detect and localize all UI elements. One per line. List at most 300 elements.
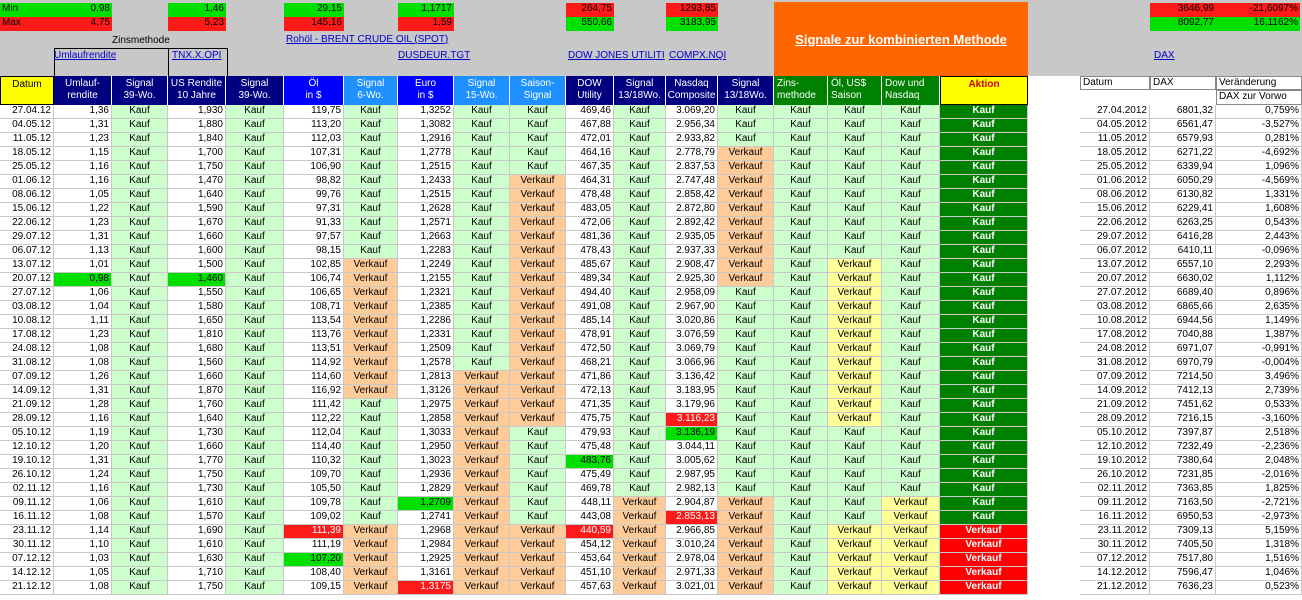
cell-euro[interactable]: 1,2433 [398, 175, 454, 189]
cell-r-ver[interactable]: 0,281% [1216, 133, 1302, 147]
cell-datum[interactable]: 24.08.12 [0, 343, 54, 357]
cell-signal-1318-b[interactable]: Verkauf [718, 511, 774, 525]
cell-signal-6[interactable]: Kauf [344, 217, 398, 231]
cell-nasdaq[interactable]: 2.933,82 [666, 133, 718, 147]
cell-signal-1318-a[interactable]: Kauf [614, 189, 666, 203]
cell-signal-39-a[interactable]: Kauf [112, 119, 168, 133]
cell-signal-1318-b[interactable]: Verkauf [718, 217, 774, 231]
cell-aktion[interactable]: Verkauf [940, 553, 1028, 567]
cell-signal-1318-b[interactable]: Verkauf [718, 175, 774, 189]
cell-signal-39-a[interactable]: Kauf [112, 343, 168, 357]
cell-nasdaq[interactable]: 3.069,20 [666, 105, 718, 119]
cell-oel[interactable]: 105,50 [284, 483, 344, 497]
cell-zins[interactable]: Kauf [774, 469, 828, 483]
cell-r-ver[interactable]: 3,496% [1216, 371, 1302, 385]
cell-oel-us[interactable]: Verkauf [828, 553, 882, 567]
cell-signal-39-a[interactable]: Kauf [112, 189, 168, 203]
cell-r-dax[interactable]: 7397,87 [1150, 427, 1216, 441]
cell-signal-39-a[interactable]: Kauf [112, 287, 168, 301]
cell-signal-39-b[interactable]: Kauf [226, 203, 284, 217]
cell-euro[interactable]: 1,2515 [398, 161, 454, 175]
cell-r-datum[interactable]: 28.09.2012 [1080, 413, 1150, 427]
cell-r-dax[interactable]: 7163,50 [1150, 497, 1216, 511]
cell-aktion[interactable]: Kauf [940, 189, 1028, 203]
cell-aktion[interactable]: Kauf [940, 399, 1028, 413]
cell-r-ver[interactable]: 2,048% [1216, 455, 1302, 469]
cell-us-rendite[interactable]: 1,730 [168, 483, 226, 497]
cell-oel-us[interactable]: Verkauf [828, 399, 882, 413]
cell-signal-6[interactable]: Verkauf [344, 273, 398, 287]
cell-signal-1318-b[interactable]: Verkauf [718, 161, 774, 175]
cell-us-rendite[interactable]: 1,760 [168, 399, 226, 413]
cell-r-dax[interactable]: 6971,07 [1150, 343, 1216, 357]
cell-nasdaq[interactable]: 2.937,33 [666, 245, 718, 259]
cell-signal-6[interactable]: Kauf [344, 245, 398, 259]
cell-oel-us[interactable]: Kauf [828, 455, 882, 469]
cell-umlauf[interactable]: 1,20 [54, 441, 112, 455]
cell-signal-39-b[interactable]: Kauf [226, 273, 284, 287]
cell-dow[interactable]: 475,75 [566, 413, 614, 427]
cell-dow[interactable]: 471,86 [566, 371, 614, 385]
cell-dow-nasdaq[interactable]: Kauf [882, 105, 940, 119]
cell-us-rendite[interactable]: 1,660 [168, 441, 226, 455]
cell-signal-6[interactable]: Kauf [344, 441, 398, 455]
cell-signal-1318-a[interactable]: Kauf [614, 469, 666, 483]
cell-oel-us[interactable]: Verkauf [828, 301, 882, 315]
cell-signal-39-a[interactable]: Kauf [112, 567, 168, 581]
cell-dow[interactable]: 481,36 [566, 231, 614, 245]
cell-nasdaq[interactable]: 3.005,62 [666, 455, 718, 469]
cell-signal-39-b[interactable]: Kauf [226, 119, 284, 133]
cell-saison[interactable]: Verkauf [510, 329, 566, 343]
cell-datum[interactable]: 27.04.12 [0, 105, 54, 119]
cell-dow-nasdaq[interactable]: Kauf [882, 343, 940, 357]
cell-oel-us[interactable]: Verkauf [828, 329, 882, 343]
cell-r-datum[interactable]: 12.10.2012 [1080, 441, 1150, 455]
cell-umlauf[interactable]: 1,01 [54, 259, 112, 273]
cell-datum[interactable]: 07.12.12 [0, 553, 54, 567]
cell-signal-15[interactable]: Verkauf [454, 469, 510, 483]
cell-euro[interactable]: 1,2975 [398, 399, 454, 413]
cell-signal-1318-b[interactable]: Kauf [718, 483, 774, 497]
cell-aktion[interactable]: Kauf [940, 273, 1028, 287]
cell-signal-39-a[interactable]: Kauf [112, 427, 168, 441]
cell-nasdaq[interactable]: 2.935,05 [666, 231, 718, 245]
cell-datum[interactable]: 20.07.12 [0, 273, 54, 287]
cell-dow-nasdaq[interactable]: Kauf [882, 399, 940, 413]
cell-dow[interactable]: 464,31 [566, 175, 614, 189]
cell-oel-us[interactable]: Kauf [828, 105, 882, 119]
cell-r-datum[interactable]: 21.12.2012 [1080, 581, 1150, 595]
cell-signal-39-a[interactable]: Kauf [112, 245, 168, 259]
cell-datum[interactable]: 05.10.12 [0, 427, 54, 441]
cell-saison[interactable]: Kauf [510, 497, 566, 511]
cell-oel-us[interactable]: Kauf [828, 441, 882, 455]
cell-dow[interactable]: 440,59 [566, 525, 614, 539]
cell-r-datum[interactable]: 30.11.2012 [1080, 539, 1150, 553]
cell-dow-nasdaq[interactable]: Verkauf [882, 539, 940, 553]
cell-datum[interactable]: 13.07.12 [0, 259, 54, 273]
cell-signal-39-b[interactable]: Kauf [226, 231, 284, 245]
cell-us-rendite[interactable]: 1,650 [168, 315, 226, 329]
cell-signal-1318-b[interactable]: Verkauf [718, 231, 774, 245]
cell-euro[interactable]: 1,2321 [398, 287, 454, 301]
cell-signal-39-b[interactable]: Kauf [226, 497, 284, 511]
cell-datum[interactable]: 07.09.12 [0, 371, 54, 385]
cell-euro[interactable]: 1,3023 [398, 455, 454, 469]
cell-signal-1318-b[interactable]: Kauf [718, 315, 774, 329]
cell-r-dax[interactable]: 7380,64 [1150, 455, 1216, 469]
cell-signal-1318-b[interactable]: Kauf [718, 133, 774, 147]
cell-signal-39-a[interactable]: Kauf [112, 525, 168, 539]
cell-umlauf[interactable]: 1,23 [54, 133, 112, 147]
cell-datum[interactable]: 02.11.12 [0, 483, 54, 497]
cell-datum[interactable]: 22.06.12 [0, 217, 54, 231]
cell-signal-1318-a[interactable]: Kauf [614, 371, 666, 385]
cell-signal-1318-b[interactable]: Kauf [718, 385, 774, 399]
cell-signal-15[interactable]: Kauf [454, 217, 510, 231]
cell-datum[interactable]: 25.05.12 [0, 161, 54, 175]
cell-umlauf[interactable]: 1,14 [54, 525, 112, 539]
cell-signal-15[interactable]: Verkauf [454, 525, 510, 539]
cell-datum[interactable]: 14.12.12 [0, 567, 54, 581]
cell-euro[interactable]: 1,2968 [398, 525, 454, 539]
cell-signal-39-a[interactable]: Kauf [112, 553, 168, 567]
cell-zins[interactable]: Kauf [774, 399, 828, 413]
cell-signal-1318-a[interactable]: Kauf [614, 441, 666, 455]
cell-saison[interactable]: Verkauf [510, 189, 566, 203]
cell-oel[interactable]: 91,33 [284, 217, 344, 231]
cell-signal-15[interactable]: Verkauf [454, 539, 510, 553]
cell-signal-1318-a[interactable]: Kauf [614, 161, 666, 175]
cell-dow-nasdaq[interactable]: Kauf [882, 357, 940, 371]
cell-signal-15[interactable]: Verkauf [454, 385, 510, 399]
cell-nasdaq[interactable]: 2.958,09 [666, 287, 718, 301]
cell-us-rendite[interactable]: 1,840 [168, 133, 226, 147]
cell-dow[interactable]: 454,12 [566, 539, 614, 553]
cell-dow-nasdaq[interactable]: Kauf [882, 301, 940, 315]
cell-umlauf[interactable]: 1,16 [54, 413, 112, 427]
cell-euro[interactable]: 1,2249 [398, 259, 454, 273]
cell-dow[interactable]: 475,49 [566, 469, 614, 483]
cell-us-rendite[interactable]: 1,690 [168, 525, 226, 539]
cell-signal-6[interactable]: Kauf [344, 399, 398, 413]
cell-signal-15[interactable]: Verkauf [454, 483, 510, 497]
cell-datum[interactable]: 17.08.12 [0, 329, 54, 343]
cell-datum[interactable]: 08.06.12 [0, 189, 54, 203]
cell-signal-39-b[interactable]: Kauf [226, 105, 284, 119]
cell-signal-39-b[interactable]: Kauf [226, 189, 284, 203]
cell-dow[interactable]: 483,05 [566, 203, 614, 217]
cell-saison[interactable]: Kauf [510, 161, 566, 175]
link-dusdeur[interactable]: DUSDEUR.TGT [398, 50, 471, 61]
cell-r-dax[interactable]: 7636,23 [1150, 581, 1216, 595]
cell-aktion[interactable]: Kauf [940, 357, 1028, 371]
cell-us-rendite[interactable]: 1,500 [168, 259, 226, 273]
cell-oel[interactable]: 108,40 [284, 567, 344, 581]
cell-aktion[interactable]: Kauf [940, 175, 1028, 189]
cell-signal-15[interactable]: Kauf [454, 175, 510, 189]
cell-saison[interactable]: Kauf [510, 105, 566, 119]
cell-oel[interactable]: 97,31 [284, 203, 344, 217]
cell-r-datum[interactable]: 20.07.2012 [1080, 273, 1150, 287]
cell-umlauf[interactable]: 1,26 [54, 371, 112, 385]
cell-signal-1318-b[interactable]: Kauf [718, 329, 774, 343]
cell-signal-1318-a[interactable]: Verkauf [614, 525, 666, 539]
cell-aktion[interactable]: Verkauf [940, 525, 1028, 539]
cell-signal-1318-b[interactable]: Kauf [718, 287, 774, 301]
cell-r-ver[interactable]: -3,160% [1216, 413, 1302, 427]
cell-us-rendite[interactable]: 1,550 [168, 287, 226, 301]
cell-nasdaq[interactable]: 3.076,59 [666, 329, 718, 343]
cell-r-dax[interactable]: 7412,13 [1150, 385, 1216, 399]
cell-dow-nasdaq[interactable]: Kauf [882, 469, 940, 483]
cell-signal-39-b[interactable]: Kauf [226, 399, 284, 413]
cell-euro[interactable]: 1,2331 [398, 329, 454, 343]
cell-dow[interactable]: 457,63 [566, 581, 614, 595]
cell-nasdaq[interactable]: 2.925,30 [666, 273, 718, 287]
cell-signal-15[interactable]: Verkauf [454, 427, 510, 441]
cell-saison[interactable]: Kauf [510, 147, 566, 161]
cell-signal-1318-b[interactable]: Kauf [718, 469, 774, 483]
cell-r-dax[interactable]: 6050,29 [1150, 175, 1216, 189]
cell-r-ver[interactable]: 0,759% [1216, 105, 1302, 119]
cell-signal-39-a[interactable]: Kauf [112, 385, 168, 399]
cell-signal-15[interactable]: Kauf [454, 105, 510, 119]
cell-datum[interactable]: 26.10.12 [0, 469, 54, 483]
cell-saison[interactable]: Verkauf [510, 525, 566, 539]
cell-oel[interactable]: 106,90 [284, 161, 344, 175]
cell-oel[interactable]: 98,15 [284, 245, 344, 259]
cell-signal-1318-a[interactable]: Kauf [614, 203, 666, 217]
cell-signal-1318-a[interactable]: Kauf [614, 413, 666, 427]
cell-signal-1318-a[interactable]: Verkauf [614, 511, 666, 525]
cell-umlauf[interactable]: 1,36 [54, 105, 112, 119]
cell-signal-39-a[interactable]: Kauf [112, 133, 168, 147]
cell-signal-15[interactable]: Kauf [454, 287, 510, 301]
cell-signal-6[interactable]: Verkauf [344, 357, 398, 371]
cell-signal-1318-a[interactable]: Kauf [614, 175, 666, 189]
cell-r-ver[interactable]: 0,523% [1216, 581, 1302, 595]
cell-datum[interactable]: 14.09.12 [0, 385, 54, 399]
cell-signal-1318-a[interactable]: Kauf [614, 231, 666, 245]
cell-r-dax[interactable]: 6944,56 [1150, 315, 1216, 329]
cell-signal-15[interactable]: Kauf [454, 259, 510, 273]
cell-signal-6[interactable]: Verkauf [344, 301, 398, 315]
cell-signal-1318-b[interactable]: Kauf [718, 357, 774, 371]
cell-signal-6[interactable]: Kauf [344, 511, 398, 525]
cell-datum[interactable]: 15.06.12 [0, 203, 54, 217]
cell-datum[interactable]: 30.11.12 [0, 539, 54, 553]
cell-zins[interactable]: Kauf [774, 483, 828, 497]
cell-r-dax[interactable]: 7405,50 [1150, 539, 1216, 553]
cell-dow-nasdaq[interactable]: Kauf [882, 133, 940, 147]
cell-signal-1318-a[interactable]: Verkauf [614, 567, 666, 581]
cell-r-dax[interactable]: 7232,49 [1150, 441, 1216, 455]
cell-oel[interactable]: 112,03 [284, 133, 344, 147]
cell-signal-1318-b[interactable]: Kauf [718, 413, 774, 427]
cell-r-datum[interactable]: 26.10.2012 [1080, 469, 1150, 483]
cell-r-ver[interactable]: 2,739% [1216, 385, 1302, 399]
cell-nasdaq[interactable]: 2.904,87 [666, 497, 718, 511]
cell-zins[interactable]: Kauf [774, 245, 828, 259]
cell-euro[interactable]: 1,2858 [398, 413, 454, 427]
cell-signal-1318-b[interactable]: Verkauf [718, 259, 774, 273]
cell-datum[interactable]: 18.05.12 [0, 147, 54, 161]
cell-signal-6[interactable]: Verkauf [344, 539, 398, 553]
cell-nasdaq[interactable]: 2.971,33 [666, 567, 718, 581]
cell-signal-39-b[interactable]: Kauf [226, 539, 284, 553]
cell-signal-6[interactable]: Kauf [344, 147, 398, 161]
cell-umlauf[interactable]: 1,23 [54, 329, 112, 343]
cell-nasdaq[interactable]: 2.956,34 [666, 119, 718, 133]
cell-zins[interactable]: Kauf [774, 217, 828, 231]
cell-euro[interactable]: 1,2385 [398, 301, 454, 315]
cell-signal-6[interactable]: Verkauf [344, 525, 398, 539]
cell-zins[interactable]: Kauf [774, 105, 828, 119]
cell-nasdaq[interactable]: 2.987,95 [666, 469, 718, 483]
cell-aktion[interactable]: Kauf [940, 441, 1028, 455]
cell-signal-39-a[interactable]: Kauf [112, 175, 168, 189]
cell-zins[interactable]: Kauf [774, 329, 828, 343]
cell-signal-1318-a[interactable]: Kauf [614, 315, 666, 329]
cell-signal-39-b[interactable]: Kauf [226, 385, 284, 399]
cell-saison[interactable]: Verkauf [510, 245, 566, 259]
cell-r-ver[interactable]: -2,236% [1216, 441, 1302, 455]
cell-signal-1318-a[interactable]: Kauf [614, 133, 666, 147]
cell-r-ver[interactable]: 1,331% [1216, 189, 1302, 203]
cell-r-dax[interactable]: 7596,47 [1150, 567, 1216, 581]
cell-zins[interactable]: Kauf [774, 259, 828, 273]
cell-r-datum[interactable]: 07.09.2012 [1080, 371, 1150, 385]
cell-r-datum[interactable]: 15.06.2012 [1080, 203, 1150, 217]
cell-signal-1318-a[interactable]: Kauf [614, 119, 666, 133]
cell-r-dax[interactable]: 7216,15 [1150, 413, 1216, 427]
cell-umlauf[interactable]: 1,05 [54, 189, 112, 203]
cell-umlauf[interactable]: 1,04 [54, 301, 112, 315]
cell-aktion[interactable]: Verkauf [940, 581, 1028, 595]
cell-signal-15[interactable]: Verkauf [454, 511, 510, 525]
cell-oel[interactable]: 107,20 [284, 553, 344, 567]
cell-us-rendite[interactable]: 1,670 [168, 217, 226, 231]
cell-euro[interactable]: 1,2984 [398, 539, 454, 553]
cell-signal-39-b[interactable]: Kauf [226, 469, 284, 483]
cell-dow-nasdaq[interactable]: Kauf [882, 315, 940, 329]
cell-saison[interactable]: Kauf [510, 133, 566, 147]
cell-umlauf[interactable]: 1,05 [54, 567, 112, 581]
cell-signal-39-b[interactable]: Kauf [226, 301, 284, 315]
cell-signal-39-b[interactable]: Kauf [226, 483, 284, 497]
cell-signal-39-b[interactable]: Kauf [226, 161, 284, 175]
cell-nasdaq[interactable]: 2.966,85 [666, 525, 718, 539]
cell-oel[interactable]: 112,22 [284, 413, 344, 427]
cell-r-dax[interactable]: 6801,32 [1150, 105, 1216, 119]
cell-signal-1318-a[interactable]: Kauf [614, 329, 666, 343]
cell-signal-39-a[interactable]: Kauf [112, 105, 168, 119]
cell-dow[interactable]: 464,16 [566, 147, 614, 161]
cell-aktion[interactable]: Kauf [940, 371, 1028, 385]
link-brent[interactable]: Rohöl - BRENT CRUDE OIL (SPOT) [286, 34, 449, 45]
cell-saison[interactable]: Verkauf [510, 385, 566, 399]
cell-dow-nasdaq[interactable]: Verkauf [882, 567, 940, 581]
cell-oel-us[interactable]: Kauf [828, 133, 882, 147]
cell-dow-nasdaq[interactable]: Kauf [882, 203, 940, 217]
cell-signal-39-a[interactable]: Kauf [112, 511, 168, 525]
cell-aktion[interactable]: Kauf [940, 161, 1028, 175]
cell-aktion[interactable]: Kauf [940, 119, 1028, 133]
cell-us-rendite[interactable]: 1,660 [168, 231, 226, 245]
cell-euro[interactable]: 1,2286 [398, 315, 454, 329]
cell-signal-1318-b[interactable]: Verkauf [718, 539, 774, 553]
cell-signal-1318-a[interactable]: Verkauf [614, 553, 666, 567]
cell-saison[interactable]: Verkauf [510, 357, 566, 371]
cell-signal-39-a[interactable]: Kauf [112, 497, 168, 511]
cell-zins[interactable]: Kauf [774, 231, 828, 245]
cell-us-rendite[interactable]: 1,630 [168, 553, 226, 567]
cell-signal-1318-b[interactable]: Kauf [718, 371, 774, 385]
cell-oel-us[interactable]: Verkauf [828, 539, 882, 553]
cell-signal-15[interactable]: Kauf [454, 161, 510, 175]
cell-dow[interactable]: 472,01 [566, 133, 614, 147]
cell-dow-nasdaq[interactable]: Kauf [882, 483, 940, 497]
cell-signal-1318-a[interactable]: Kauf [614, 455, 666, 469]
cell-r-ver[interactable]: 0,543% [1216, 217, 1302, 231]
cell-signal-39-a[interactable]: Kauf [112, 161, 168, 175]
cell-dow[interactable]: 448,11 [566, 497, 614, 511]
cell-r-ver[interactable]: -0,096% [1216, 245, 1302, 259]
cell-us-rendite[interactable]: 1,610 [168, 497, 226, 511]
cell-umlauf[interactable]: 1,28 [54, 399, 112, 413]
cell-r-dax[interactable]: 6561,47 [1150, 119, 1216, 133]
cell-aktion[interactable]: Kauf [940, 329, 1028, 343]
cell-signal-6[interactable]: Kauf [344, 161, 398, 175]
cell-nasdaq[interactable]: 2.837,53 [666, 161, 718, 175]
cell-signal-1318-b[interactable]: Verkauf [718, 525, 774, 539]
cell-euro[interactable]: 1,2741 [398, 511, 454, 525]
cell-us-rendite[interactable]: 1,640 [168, 189, 226, 203]
cell-zins[interactable]: Kauf [774, 455, 828, 469]
cell-signal-6[interactable]: Kauf [344, 133, 398, 147]
cell-zins[interactable]: Kauf [774, 343, 828, 357]
cell-euro[interactable]: 1,2155 [398, 273, 454, 287]
cell-saison[interactable]: Kauf [510, 119, 566, 133]
cell-us-rendite[interactable]: 1,590 [168, 203, 226, 217]
cell-signal-6[interactable]: Verkauf [344, 385, 398, 399]
cell-signal-1318-b[interactable]: Verkauf [718, 567, 774, 581]
cell-signal-1318-b[interactable]: Verkauf [718, 189, 774, 203]
cell-signal-1318-a[interactable]: Kauf [614, 301, 666, 315]
cell-r-ver[interactable]: 1,096% [1216, 161, 1302, 175]
cell-oel[interactable]: 111,19 [284, 539, 344, 553]
cell-signal-15[interactable]: Kauf [454, 133, 510, 147]
cell-signal-6[interactable]: Kauf [344, 469, 398, 483]
cell-us-rendite[interactable]: 1,470 [168, 175, 226, 189]
cell-datum[interactable]: 10.08.12 [0, 315, 54, 329]
cell-signal-39-b[interactable]: Kauf [226, 133, 284, 147]
cell-us-rendite[interactable]: 1,710 [168, 567, 226, 581]
cell-oel[interactable]: 97,57 [284, 231, 344, 245]
cell-oel-us[interactable]: Kauf [828, 469, 882, 483]
cell-oel-us[interactable]: Verkauf [828, 385, 882, 399]
cell-oel[interactable]: 110,32 [284, 455, 344, 469]
cell-signal-39-a[interactable]: Kauf [112, 203, 168, 217]
cell-r-datum[interactable]: 14.09.2012 [1080, 385, 1150, 399]
cell-r-ver[interactable]: -0,991% [1216, 343, 1302, 357]
cell-signal-6[interactable]: Kauf [344, 203, 398, 217]
cell-nasdaq[interactable]: 2.778,79 [666, 147, 718, 161]
cell-umlauf[interactable]: 1,08 [54, 511, 112, 525]
cell-umlauf[interactable]: 1,06 [54, 287, 112, 301]
